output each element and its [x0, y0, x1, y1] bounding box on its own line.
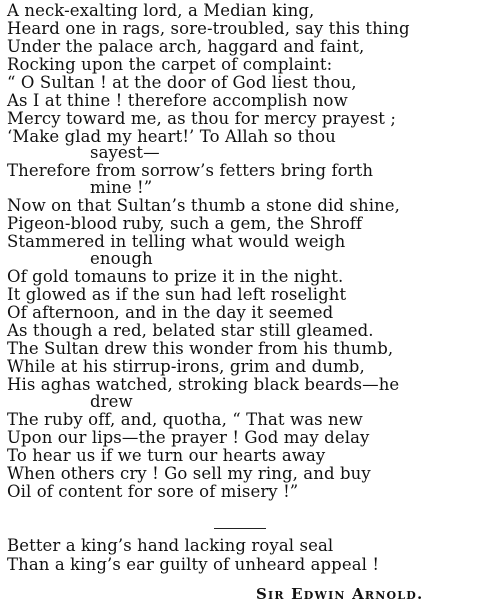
poem-line-continuation: mine !”: [90, 178, 153, 197]
poem-line: Therefore from sorrow’s fetters bring forth: [7, 161, 374, 180]
poem-line: Under the palace arch, haggard and faint,: [7, 37, 365, 56]
poem-line-continuation: drew: [90, 392, 133, 411]
poem-line: Upon our lips—the prayer ! God may delay: [7, 428, 370, 447]
poem-line: A neck-exalting lord, a Median king,: [7, 1, 315, 20]
poem-line: As though a red, belated star still gleamed.: [7, 321, 374, 340]
poem-line: The Sultan drew this wonder from his thumb,: [7, 339, 394, 358]
poem-line: Stammered in telling what would weigh: [7, 232, 346, 251]
couplet-line: Better a king’s hand lacking royal seal: [7, 536, 334, 555]
poem-line: Of gold tomauns to prize it in the night.: [7, 267, 344, 286]
poem-line: Pigeon-blood ruby, such a gem, the Shroff: [7, 214, 363, 233]
poem-line-continuation: sayest—: [90, 143, 160, 162]
poem-line: The ruby off, and, quotha, “ That was new: [7, 410, 363, 429]
author-signature: Sir Edwin Arnold.: [256, 585, 424, 603]
poem-line: Heard one in rags, sore-troubled, say this thing: [7, 19, 410, 38]
poem-line: When others cry ! Go sell my ring, and buy: [7, 464, 371, 483]
poem-line: It glowed as if the sun had left roselight: [7, 285, 347, 304]
section-divider: [214, 528, 266, 529]
poem-line-continuation: enough: [90, 249, 153, 268]
poem-line: ‘Make glad my heart!’ To Allah so thou: [7, 127, 336, 146]
poem-line: As I at thine ! therefore accomplish now: [7, 91, 348, 110]
poem-line: His aghas watched, stroking black beards—he: [7, 375, 400, 394]
poem-line: While at his stirrup-irons, grim and dumb,: [7, 357, 365, 376]
poem-line: Oil of content for sore of misery !”: [7, 482, 299, 501]
poem-line: Of afternoon, and in the day it seemed: [7, 303, 334, 322]
poem-line: To hear us if we turn our hearts away: [7, 446, 326, 465]
poem-line: Rocking upon the carpet of complaint:: [7, 55, 333, 74]
couplet-line: Than a king’s ear guilty of unheard appeal !: [7, 555, 380, 574]
poem-line: Now on that Sultan’s thumb a stone did shine,: [7, 196, 401, 215]
poem-line: “ O Sultan ! at the door of God liest thou,: [7, 73, 357, 92]
poem-line: Mercy toward me, as thou for mercy prayest ;: [7, 109, 397, 128]
